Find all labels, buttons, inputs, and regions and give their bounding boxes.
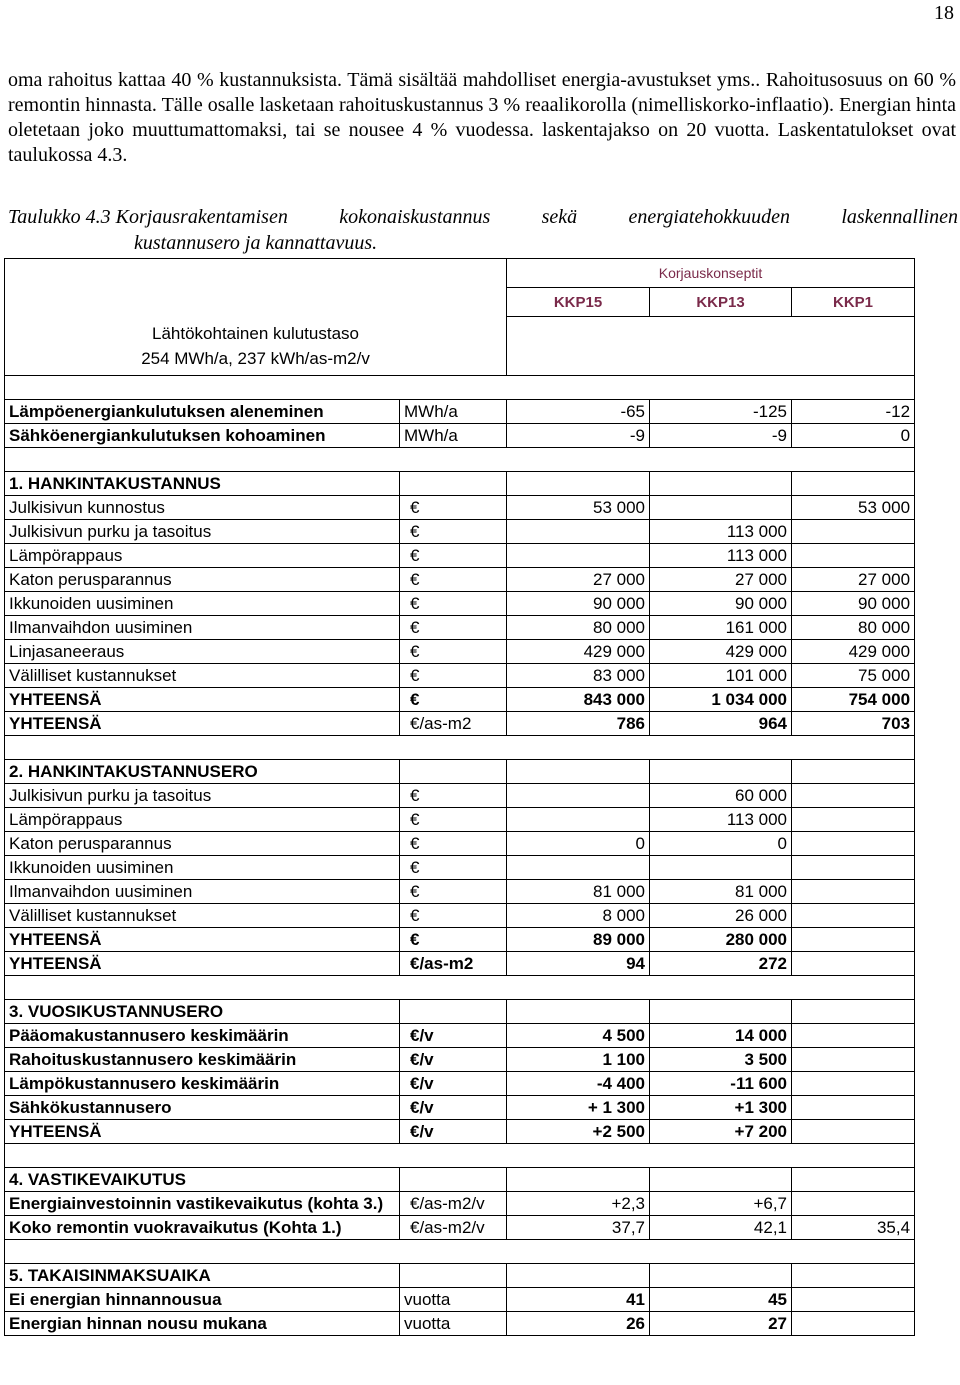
kkp-header: KKP13	[650, 288, 792, 317]
row-unit: €	[400, 592, 507, 616]
value-cell: -65	[507, 400, 650, 424]
row-unit: €	[400, 664, 507, 688]
caption-word: sekä	[541, 206, 578, 228]
table-row	[5, 616, 915, 640]
table-row	[5, 520, 915, 544]
row-label: Lämpörappaus	[5, 808, 400, 832]
value-cell: 272	[650, 952, 792, 976]
kkp-header: KKP1	[792, 288, 915, 317]
cost-table	[4, 258, 915, 1336]
row-label: Katon perusparannus	[5, 568, 400, 592]
table-row	[5, 592, 915, 616]
spacer-row	[5, 376, 915, 400]
row-label: Sähkökustannusero	[5, 1096, 400, 1120]
value-cell: 89 000	[507, 928, 650, 952]
spacer-cell	[5, 376, 915, 400]
value-cell: 94	[507, 952, 650, 976]
row-unit: €	[400, 856, 507, 880]
page-number: 18	[934, 2, 954, 24]
section-title-row	[5, 472, 915, 496]
value-cell: 964	[650, 712, 792, 736]
section-title-row	[5, 1168, 915, 1192]
table-row	[5, 1120, 915, 1144]
row-label: Ilmanvaihdon uusiminen	[5, 880, 400, 904]
empty-cell	[792, 472, 915, 496]
table-row	[5, 904, 915, 928]
value-cell	[650, 496, 792, 520]
value-cell: 429 000	[792, 640, 915, 664]
row-unit: €/v	[400, 1072, 507, 1096]
table-row	[5, 712, 915, 736]
value-cell: +1 300	[650, 1096, 792, 1120]
kkp-header: KKP15	[507, 288, 650, 317]
value-cell: 703	[792, 712, 915, 736]
value-cell: 3 500	[650, 1048, 792, 1072]
value-cell: 45	[650, 1288, 792, 1312]
value-cell: 90 000	[507, 592, 650, 616]
value-cell: 81 000	[507, 880, 650, 904]
empty-cell	[792, 760, 915, 784]
row-label: YHTEENSÄ	[5, 712, 400, 736]
value-cell: 27 000	[507, 568, 650, 592]
row-label: Ei energian hinnannousua	[5, 1288, 400, 1312]
blank-cell	[507, 317, 915, 376]
value-cell	[792, 928, 915, 952]
value-cell: 113 000	[650, 808, 792, 832]
value-cell: 1 034 000	[650, 688, 792, 712]
table-row	[5, 1072, 915, 1096]
value-cell: 37,7	[507, 1216, 650, 1240]
caption-word: kokonaiskustannus	[339, 206, 491, 228]
value-cell: 0	[650, 832, 792, 856]
value-cell: 41	[507, 1288, 650, 1312]
spacer-cell	[5, 448, 915, 472]
value-cell	[792, 832, 915, 856]
row-unit: vuotta	[400, 1288, 507, 1312]
section-title: 4. VASTIKEVAIKUTUS	[5, 1168, 400, 1192]
row-unit: €/as-m2	[400, 952, 507, 976]
table-row	[5, 880, 915, 904]
table-row	[5, 568, 915, 592]
empty-cell	[792, 1264, 915, 1288]
row-unit: vuotta	[400, 1312, 507, 1336]
value-cell	[792, 1288, 915, 1312]
table-row	[5, 1216, 915, 1240]
empty-cell	[400, 472, 507, 496]
table-row	[5, 784, 915, 808]
value-cell: 161 000	[650, 616, 792, 640]
row-unit: €	[400, 808, 507, 832]
row-label: Lämpökustannusero keskimäärin	[5, 1072, 400, 1096]
table-row	[5, 1192, 915, 1216]
row-label: Julkisivun kunnostus	[5, 496, 400, 520]
empty-cell	[650, 1000, 792, 1024]
value-cell	[507, 784, 650, 808]
value-cell: 27 000	[792, 568, 915, 592]
empty-cell	[507, 1000, 650, 1024]
baseline-value: 254 MWh/a, 237 kWh/as-m2/v	[141, 349, 370, 368]
value-cell	[507, 520, 650, 544]
section-title-row	[5, 1000, 915, 1024]
value-cell: 754 000	[792, 688, 915, 712]
row-unit: €/as-m2	[400, 712, 507, 736]
baseline-cell	[5, 259, 507, 376]
value-cell	[792, 1072, 915, 1096]
row-label: Lämpöenergiankulutuksen aleneminen	[5, 400, 400, 424]
value-cell: +2,3	[507, 1192, 650, 1216]
value-cell: +6,7	[650, 1192, 792, 1216]
value-cell	[792, 856, 915, 880]
value-cell: 90 000	[650, 592, 792, 616]
row-label: Pääomakustannusero keskimäärin	[5, 1024, 400, 1048]
empty-cell	[792, 1168, 915, 1192]
table-row	[5, 640, 915, 664]
row-unit: €/as-m2/v	[400, 1192, 507, 1216]
spacer-row	[5, 1144, 915, 1168]
value-cell: 280 000	[650, 928, 792, 952]
concepts-header: Korjauskonseptit	[507, 259, 915, 288]
table-row	[5, 664, 915, 688]
value-cell: 53 000	[792, 496, 915, 520]
spacer-cell	[5, 736, 915, 760]
table-row	[5, 1096, 915, 1120]
value-cell: 843 000	[507, 688, 650, 712]
table-row	[5, 1312, 915, 1336]
row-unit: €	[400, 640, 507, 664]
spacer-row	[5, 736, 915, 760]
empty-cell	[650, 760, 792, 784]
section-title: 1. HANKINTAKUSTANNUS	[5, 472, 400, 496]
value-cell: 53 000	[507, 496, 650, 520]
value-cell: -11 600	[650, 1072, 792, 1096]
row-label: Ikkunoiden uusiminen	[5, 592, 400, 616]
value-cell: +7 200	[650, 1120, 792, 1144]
row-label: Välilliset kustannukset	[5, 904, 400, 928]
intro-paragraph: oma rahoitus kattaa 40 % kustannuksista. Tämä sisältää mahdolliset energia-avustukset yms.. Rahoitusosuus on 60 % remontin hinnasta. Tälle osalle lasketaan rahoituskustannus 3 % reaalikorolla (nimelliskorko-inflaatio). Energian hinta oletetaan joko muuttumattomaksi, tai se nousee 4 % vuodessa. laskentajakso on 20 vuotta. Laskentatulokset ovat taulukossa 4.3.	[8, 69, 956, 166]
row-unit: €	[400, 928, 507, 952]
value-cell: 113 000	[650, 544, 792, 568]
value-cell	[792, 1096, 915, 1120]
table-row	[5, 928, 915, 952]
row-label: Ilmanvaihdon uusiminen	[5, 616, 400, 640]
spacer-row	[5, 448, 915, 472]
section-title: 5. TAKAISINMAKSUAIKA	[5, 1264, 400, 1288]
spacer-row	[5, 1240, 915, 1264]
caption-word: laskennallinen	[841, 206, 958, 228]
value-cell: 8 000	[507, 904, 650, 928]
row-label: Linjasaneeraus	[5, 640, 400, 664]
row-unit: €	[400, 784, 507, 808]
empty-cell	[650, 1168, 792, 1192]
value-cell: 14 000	[650, 1024, 792, 1048]
value-cell: 429 000	[507, 640, 650, 664]
empty-cell	[650, 472, 792, 496]
empty-cell	[400, 1264, 507, 1288]
baseline-label: Lähtökohtainen kulutustaso	[152, 324, 359, 343]
row-unit: €/v	[400, 1120, 507, 1144]
value-cell	[792, 808, 915, 832]
empty-cell	[650, 1264, 792, 1288]
row-unit: €/v	[400, 1024, 507, 1048]
table-row	[5, 544, 915, 568]
value-cell: -9	[507, 424, 650, 448]
value-cell: +2 500	[507, 1120, 650, 1144]
row-label: Energiainvestoinnin vastikevaikutus (kohta 3.)	[5, 1192, 400, 1216]
value-cell: + 1 300	[507, 1096, 650, 1120]
row-label: Katon perusparannus	[5, 832, 400, 856]
table-row	[5, 688, 915, 712]
value-cell: 81 000	[650, 880, 792, 904]
caption-word: Taulukko 4.3 Korjausrakentamisen	[8, 206, 288, 228]
value-cell: 26 000	[650, 904, 792, 928]
value-cell: 90 000	[792, 592, 915, 616]
section-title: 2. HANKINTAKUSTANNUSERO	[5, 760, 400, 784]
value-cell: -9	[650, 424, 792, 448]
value-cell: 80 000	[792, 616, 915, 640]
spacer-row	[5, 976, 915, 1000]
empty-cell	[400, 760, 507, 784]
table-row	[5, 1288, 915, 1312]
value-cell	[792, 904, 915, 928]
row-unit: €/v	[400, 1048, 507, 1072]
table-row	[5, 496, 915, 520]
value-cell	[792, 1024, 915, 1048]
value-cell: 80 000	[507, 616, 650, 640]
value-cell	[792, 1048, 915, 1072]
row-label: Lämpörappaus	[5, 544, 400, 568]
row-label: Rahoituskustannusero keskimäärin	[5, 1048, 400, 1072]
row-unit: MWh/a	[400, 400, 507, 424]
value-cell	[792, 784, 915, 808]
spacer-cell	[5, 976, 915, 1000]
empty-cell	[507, 760, 650, 784]
value-cell: 27 000	[650, 568, 792, 592]
row-unit: €	[400, 520, 507, 544]
row-label: YHTEENSÄ	[5, 952, 400, 976]
empty-cell	[792, 1000, 915, 1024]
table-row	[5, 1048, 915, 1072]
empty-cell	[507, 1168, 650, 1192]
row-unit: €	[400, 616, 507, 640]
table-row	[5, 424, 915, 448]
row-label: Koko remontin vuokravaikutus (Kohta 1.)	[5, 1216, 400, 1240]
table-row	[5, 400, 915, 424]
value-cell: 4 500	[507, 1024, 650, 1048]
row-label: YHTEENSÄ	[5, 928, 400, 952]
row-unit: €	[400, 880, 507, 904]
spacer-cell	[5, 1240, 915, 1264]
value-cell: 786	[507, 712, 650, 736]
value-cell: 83 000	[507, 664, 650, 688]
section-title: 3. VUOSIKUSTANNUSERO	[5, 1000, 400, 1024]
table-row	[5, 1024, 915, 1048]
row-unit: €/as-m2/v	[400, 1216, 507, 1240]
empty-cell	[507, 472, 650, 496]
table-row	[5, 832, 915, 856]
value-cell: 35,4	[792, 1216, 915, 1240]
row-unit: €	[400, 688, 507, 712]
empty-cell	[400, 1168, 507, 1192]
row-unit: €/v	[400, 1096, 507, 1120]
row-label: Julkisivun purku ja tasoitus	[5, 520, 400, 544]
section-title-row	[5, 760, 915, 784]
value-cell	[792, 952, 915, 976]
value-cell	[792, 544, 915, 568]
row-unit: €	[400, 904, 507, 928]
value-cell: -4 400	[507, 1072, 650, 1096]
caption-line-2: kustannusero ja kannattavuus.	[134, 232, 378, 254]
table-caption	[8, 204, 958, 256]
row-label: Julkisivun purku ja tasoitus	[5, 784, 400, 808]
table-row	[5, 952, 915, 976]
row-unit: €	[400, 496, 507, 520]
caption-word: energiatehokkuuden	[628, 206, 790, 228]
value-cell	[650, 856, 792, 880]
value-cell	[507, 808, 650, 832]
row-unit: €	[400, 832, 507, 856]
table-row	[5, 856, 915, 880]
value-cell: 60 000	[650, 784, 792, 808]
value-cell: 429 000	[650, 640, 792, 664]
row-label: YHTEENSÄ	[5, 688, 400, 712]
value-cell: 0	[792, 424, 915, 448]
value-cell: 0	[507, 832, 650, 856]
spacer-cell	[5, 1144, 915, 1168]
value-cell: 101 000	[650, 664, 792, 688]
value-cell: 27	[650, 1312, 792, 1336]
value-cell: 75 000	[792, 664, 915, 688]
row-label: YHTEENSÄ	[5, 1120, 400, 1144]
header-row-concepts	[5, 259, 915, 288]
row-unit: MWh/a	[400, 424, 507, 448]
value-cell: 113 000	[650, 520, 792, 544]
value-cell: -125	[650, 400, 792, 424]
section-title-row	[5, 1264, 915, 1288]
value-cell	[792, 1192, 915, 1216]
value-cell	[792, 520, 915, 544]
row-label: Välilliset kustannukset	[5, 664, 400, 688]
value-cell: 42,1	[650, 1216, 792, 1240]
table-row	[5, 808, 915, 832]
value-cell	[507, 544, 650, 568]
row-unit: €	[400, 544, 507, 568]
value-cell: -12	[792, 400, 915, 424]
empty-cell	[400, 1000, 507, 1024]
row-unit: €	[400, 568, 507, 592]
row-label: Sähköenergiankulutuksen kohoaminen	[5, 424, 400, 448]
empty-cell	[507, 1264, 650, 1288]
row-label: Energian hinnan nousu mukana	[5, 1312, 400, 1336]
value-cell	[792, 1120, 915, 1144]
value-cell: 26	[507, 1312, 650, 1336]
value-cell	[792, 1312, 915, 1336]
value-cell	[507, 856, 650, 880]
row-label: Ikkunoiden uusiminen	[5, 856, 400, 880]
value-cell	[792, 880, 915, 904]
value-cell: 1 100	[507, 1048, 650, 1072]
